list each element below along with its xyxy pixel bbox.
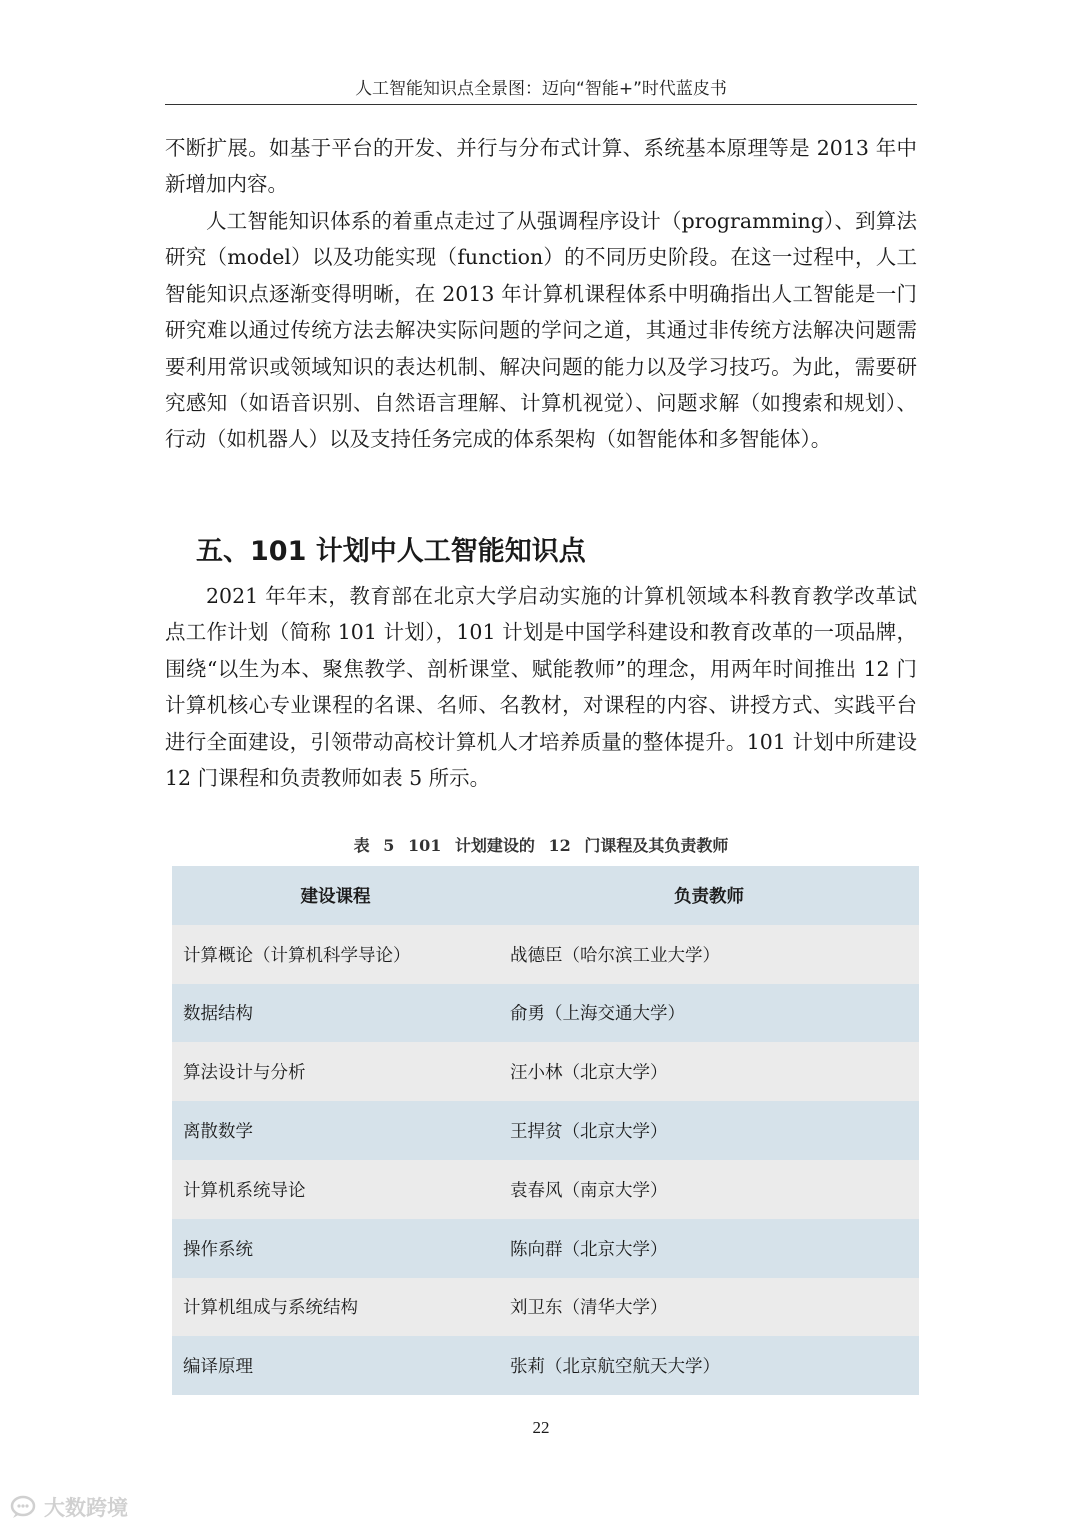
paragraph-ai-knowledge-system bbox=[165, 203, 917, 458]
watermark-text: 大数跨境 bbox=[44, 1496, 128, 1520]
running-header: 人工智能知识点全景图：迈向“智能+”时代蓝皮书 bbox=[355, 79, 727, 99]
table-row bbox=[172, 925, 919, 984]
paragraph-101-plan bbox=[165, 578, 917, 796]
teacher-cell: 汪小林（北京大学） bbox=[510, 1063, 668, 1084]
course-cell: 操作系统 bbox=[183, 1239, 253, 1260]
section-heading: 五、101 计划中人工智能知识点 bbox=[196, 536, 586, 567]
header-rule bbox=[165, 104, 917, 105]
course-cell: 计算机组成与系统结构 bbox=[183, 1298, 358, 1319]
teacher-cell: 袁春风（南京大学） bbox=[510, 1180, 668, 1201]
header-teacher: 负责教师 bbox=[674, 886, 744, 907]
table-row bbox=[172, 1336, 919, 1395]
course-cell: 算法设计与分析 bbox=[183, 1063, 306, 1084]
table-row bbox=[172, 1160, 919, 1219]
table-row bbox=[172, 1219, 919, 1278]
table-row bbox=[172, 1278, 919, 1337]
table-row bbox=[172, 1101, 919, 1160]
courses-table bbox=[172, 866, 919, 1395]
paragraph-1-text: 不断扩展。如基于平台的开发、并行与分布式计算、系统基本原理等是 2013 年中新增加内容。 bbox=[165, 136, 917, 197]
table-row bbox=[172, 984, 919, 1043]
header-course: 建设课程 bbox=[300, 886, 371, 907]
table-caption: 表 5 101 计划建设的 12 门课程及其负责教师 bbox=[353, 836, 729, 855]
table-header-row bbox=[172, 866, 919, 925]
teacher-cell: 王捍贫（北京大学） bbox=[510, 1122, 668, 1143]
watermark bbox=[10, 1492, 128, 1522]
course-cell: 编译原理 bbox=[183, 1357, 253, 1378]
paragraph-continuation bbox=[165, 130, 917, 203]
teacher-cell: 张莉（北京航空航天大学） bbox=[510, 1357, 720, 1378]
page-number: 22 bbox=[532, 1418, 550, 1437]
table-row bbox=[172, 1042, 919, 1101]
course-cell: 计算概论（计算机科学导论） bbox=[183, 945, 411, 966]
course-cell: 数据结构 bbox=[183, 1004, 253, 1025]
chat-bubble-icon bbox=[10, 1495, 38, 1519]
course-cell: 计算机系统导论 bbox=[183, 1180, 306, 1201]
teacher-cell: 俞勇（上海交通大学） bbox=[510, 1004, 685, 1025]
paragraph-3-text: 2021 年年末，教育部在北京大学启动实施的计算机领域本科教育教学改革试点工作计划（简称 101 计划），101 计划是中国学科建设和教育改革的一项品牌，围绕“以生为本、聚焦教学、剖析课堂、赋能教师”的理念，用两年时间推出 12 门计算机核心专业课程的名课、名师、名教材，对课程的内容、讲授方式、实践平台进行全面建设，引领带动高校计算机人才培养质量的整体提升。101 计划中所建设 12 门课程和负责教师如表 5 所示。 bbox=[165, 584, 917, 791]
paragraph-2-text: 人工智能知识体系的着重点走过了从强调程序设计（programming）、到算法研究（model）以及功能实现（function）的不同历史阶段。在这一过程中，人工智能知识点逐渐变得明晰，在 2013 年计算机课程体系中明确指出人工智能是一门研究难以通过传统方法去解决实际问题的学问之道，其通过非传统方法解决问题需要利用常识或领域知识的表达机制、解决问题的能力以及学习技巧。为此，需要研究感知（如语音识别、自然语言理解、计算机视觉）、问题求解（如搜索和规划）、行动（如机器人）以及支持任务完成的体系架构（如智能体和多智能体）。 bbox=[165, 209, 917, 452]
teacher-cell: 战德臣（哈尔滨工业大学） bbox=[510, 945, 720, 966]
teacher-cell: 陈向群（北京大学） bbox=[510, 1239, 668, 1260]
course-cell: 离散数学 bbox=[183, 1122, 253, 1143]
teacher-cell: 刘卫东（清华大学） bbox=[510, 1298, 668, 1319]
